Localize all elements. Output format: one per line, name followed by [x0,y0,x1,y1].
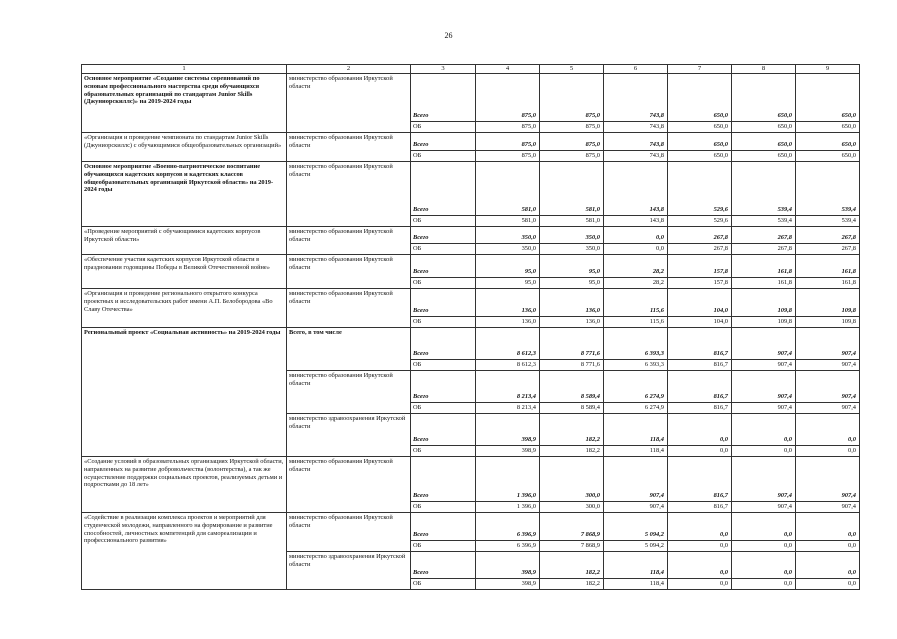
amount-cell: 143,8 [604,216,668,227]
amount-cell: 816,7 [668,371,732,403]
responsible-executor-cell: министерство здравоохранения Иркутской области [287,414,411,457]
amount-cell: 650,0 [796,133,860,151]
amount-cell: 95,0 [540,278,604,289]
amount-cell: 907,4 [796,457,860,502]
funding-source-cell: ОБ [411,122,476,133]
amount-cell: 143,8 [604,162,668,216]
funding-source-cell: Всего [411,414,476,446]
responsible-executor-cell: Всего, в том числе [287,328,411,371]
amount-cell: 8 612,3 [476,328,540,360]
amount-cell: 650,0 [732,133,796,151]
funding-source-cell: Всего [411,328,476,360]
event-name-cell: «Обеспечение участия кадетских корпусов Иркутской области в праздновании годовщины Победы в Великой Отечественной войне» [82,255,287,289]
responsible-executor-cell: министерство образования Иркутской области [287,162,411,227]
amount-cell: 0,0 [796,552,860,579]
amount-cell: 907,4 [604,502,668,513]
amount-cell: 816,7 [668,502,732,513]
amount-cell: 7 868,9 [540,513,604,541]
event-name-cell: «Содействие в реализации комплекса проектов и мероприятий для студенческой молодежи, направленного на формирование и развитие способностей, личностных компетенций для самореализации и профессионального развития» [82,513,287,590]
amount-cell: 28,2 [604,278,668,289]
amount-cell: 650,0 [732,74,796,122]
amount-cell: 182,2 [540,579,604,590]
amount-cell: 529,6 [668,216,732,227]
amount-cell: 539,4 [732,216,796,227]
responsible-executor-cell: министерство образования Иркутской области [287,227,411,255]
amount-cell: 907,4 [604,457,668,502]
table-row-total [82,255,860,278]
amount-cell: 907,4 [732,457,796,502]
amount-cell: 8 612,3 [476,360,540,371]
amount-cell: 743,8 [604,133,668,151]
amount-cell: 0,0 [604,244,668,255]
funding-source-cell: Всего [411,133,476,151]
amount-cell: 8 589,4 [540,403,604,414]
amount-cell: 161,8 [796,255,860,278]
amount-cell: 136,0 [476,317,540,328]
amount-cell: 118,4 [604,552,668,579]
amount-cell: 398,9 [476,552,540,579]
amount-cell: 816,7 [668,457,732,502]
amount-cell: 0,0 [796,579,860,590]
amount-cell: 875,0 [540,74,604,122]
amount-cell: 350,0 [476,244,540,255]
event-name-cell: «Организация и проведение чемпионата по стандартам Junior Skills (Джуниорскиллс) с обучающимися общеобразовательных организаций» [82,133,287,162]
amount-cell: 267,8 [796,244,860,255]
amount-cell: 300,0 [540,457,604,502]
amount-cell: 875,0 [476,122,540,133]
responsible-executor-cell: министерство образования Иркутской области [287,513,411,552]
amount-cell: 161,8 [732,278,796,289]
amount-cell: 650,0 [732,122,796,133]
column-number-header: 6 [604,65,668,74]
amount-cell: 8 771,6 [540,328,604,360]
funding-source-cell: ОБ [411,541,476,552]
table-row-total [82,227,860,244]
responsible-executor-cell: министерство образования Иркутской области [287,457,411,513]
funding-source-cell: Всего [411,513,476,541]
amount-cell: 136,0 [476,289,540,317]
amount-cell: 109,8 [796,289,860,317]
responsible-executor-cell: министерство образования Иркутской области [287,255,411,289]
funding-source-cell: ОБ [411,446,476,457]
amount-cell: 5 094,2 [604,513,668,541]
funding-source-cell: Всего [411,371,476,403]
table-row-total [82,328,860,360]
amount-cell: 875,0 [476,133,540,151]
amount-cell: 907,4 [796,328,860,360]
amount-cell: 0,0 [668,552,732,579]
amount-cell: 743,8 [604,74,668,122]
column-number-header: 7 [668,65,732,74]
amount-cell: 398,9 [476,579,540,590]
amount-cell: 0,0 [732,552,796,579]
amount-cell: 907,4 [732,328,796,360]
table-body [82,65,860,590]
column-number-header: 8 [732,65,796,74]
amount-cell: 28,2 [604,255,668,278]
amount-cell: 161,8 [732,255,796,278]
amount-cell: 650,0 [668,122,732,133]
responsible-executor-cell: министерство образования Иркутской области [287,371,411,414]
amount-cell: 182,2 [540,414,604,446]
amount-cell: 0,0 [668,541,732,552]
amount-cell: 907,4 [732,371,796,403]
amount-cell: 398,9 [476,414,540,446]
amount-cell: 0,0 [668,414,732,446]
amount-cell: 5 094,2 [604,541,668,552]
amount-cell: 816,7 [668,328,732,360]
funding-source-cell: ОБ [411,579,476,590]
funding-source-cell: ОБ [411,216,476,227]
amount-cell: 907,4 [796,403,860,414]
amount-cell: 875,0 [540,151,604,162]
amount-cell: 0,0 [732,541,796,552]
event-name-cell: «Проведение мероприятий с обучающимися кадетских корпусов Иркутской области» [82,227,287,255]
event-name-cell: Региональный проект «Социальная активность» на 2019-2024 годы [82,328,287,457]
amount-cell: 539,4 [732,162,796,216]
amount-cell: 7 868,9 [540,541,604,552]
table-row-total [82,457,860,502]
amount-cell: 8 213,4 [476,371,540,403]
event-name-cell: «Создание условий в образовательных организациях Иркутской области, направленных на развитие добровольчества (волонтерства), а так же осуществление поддержки социальных проектов, реализуемых детьми и подростками до 18 лет» [82,457,287,513]
amount-cell: 0,0 [732,513,796,541]
responsible-executor-cell: министерство образования Иркутской области [287,133,411,162]
funding-source-cell: ОБ [411,360,476,371]
amount-cell: 816,7 [668,403,732,414]
amount-cell: 115,6 [604,317,668,328]
amount-cell: 398,9 [476,446,540,457]
amount-cell: 182,2 [540,552,604,579]
amount-cell: 650,0 [796,151,860,162]
amount-cell: 0,0 [668,579,732,590]
amount-cell: 118,4 [604,446,668,457]
event-name-cell: «Организация и проведение регионального открытого конкурса проектных и исследовательских работ имени А.П. Белобородова «Во Славу Отечества» [82,289,287,328]
amount-cell: 0,0 [668,446,732,457]
event-name-cell: Основное мероприятие «Военно-патриотическое воспитание обучающихся кадетских корпусов и кадетских классов общеобразовательных организаций Иркутской области» на 2019-2024 годы [82,162,287,227]
funding-source-cell: Всего [411,162,476,216]
amount-cell: 157,8 [668,278,732,289]
column-number-header: 3 [411,65,476,74]
amount-cell: 650,0 [668,151,732,162]
amount-cell: 875,0 [476,74,540,122]
amount-cell: 907,4 [796,360,860,371]
amount-cell: 104,0 [668,317,732,328]
amount-cell: 650,0 [796,122,860,133]
amount-cell: 743,8 [604,151,668,162]
amount-cell: 8 589,4 [540,371,604,403]
amount-cell: 0,0 [604,227,668,244]
funding-source-cell: ОБ [411,151,476,162]
funding-source-cell: Всего [411,289,476,317]
amount-cell: 743,8 [604,122,668,133]
amount-cell: 6 393,3 [604,360,668,371]
funding-source-cell: ОБ [411,244,476,255]
amount-cell: 136,0 [540,289,604,317]
amount-cell: 118,4 [604,579,668,590]
amount-cell: 267,8 [668,244,732,255]
funding-source-cell: Всего [411,227,476,244]
amount-cell: 1 396,0 [476,457,540,502]
amount-cell: 907,4 [732,502,796,513]
column-number-header: 9 [796,65,860,74]
amount-cell: 267,8 [796,227,860,244]
amount-cell: 157,8 [668,255,732,278]
budget-table [81,64,860,590]
funding-source-cell: ОБ [411,502,476,513]
table-row-total [82,74,860,122]
funding-source-cell: ОБ [411,403,476,414]
amount-cell: 267,8 [732,244,796,255]
column-number-header: 4 [476,65,540,74]
amount-cell: 6 396,9 [476,541,540,552]
amount-cell: 650,0 [796,74,860,122]
amount-cell: 0,0 [732,579,796,590]
amount-cell: 650,0 [668,74,732,122]
amount-cell: 0,0 [732,446,796,457]
funding-source-cell: Всего [411,457,476,502]
amount-cell: 8 771,6 [540,360,604,371]
amount-cell: 6 396,9 [476,513,540,541]
table-row-total [82,133,860,151]
amount-cell: 907,4 [732,403,796,414]
amount-cell: 0,0 [796,513,860,541]
funding-source-cell: Всего [411,255,476,278]
page-number: 26 [444,31,453,40]
amount-cell: 115,6 [604,289,668,317]
amount-cell: 95,0 [476,255,540,278]
header-row [82,65,860,74]
table-row-total [82,162,860,216]
table-row-total [82,289,860,317]
amount-cell: 0,0 [796,414,860,446]
amount-cell: 8 213,4 [476,403,540,414]
amount-cell: 182,2 [540,446,604,457]
amount-cell: 539,4 [796,216,860,227]
funding-source-cell: ОБ [411,278,476,289]
amount-cell: 6 274,9 [604,403,668,414]
amount-cell: 0,0 [796,446,860,457]
funding-source-cell: Всего [411,552,476,579]
amount-cell: 907,4 [796,502,860,513]
amount-cell: 581,0 [540,216,604,227]
column-number-header: 5 [540,65,604,74]
amount-cell: 0,0 [668,513,732,541]
amount-cell: 109,8 [796,317,860,328]
funding-source-cell: Всего [411,74,476,122]
amount-cell: 267,8 [732,227,796,244]
amount-cell: 907,4 [732,360,796,371]
amount-cell: 136,0 [540,317,604,328]
amount-cell: 581,0 [476,162,540,216]
amount-cell: 300,0 [540,502,604,513]
amount-cell: 816,7 [668,360,732,371]
amount-cell: 104,0 [668,289,732,317]
amount-cell: 0,0 [732,414,796,446]
column-number-header: 2 [287,65,411,74]
amount-cell: 907,4 [796,371,860,403]
amount-cell: 529,6 [668,162,732,216]
responsible-executor-cell: министерство здравоохранения Иркутской области [287,552,411,590]
amount-cell: 539,4 [796,162,860,216]
amount-cell: 650,0 [668,133,732,151]
event-name-cell: Основное мероприятие «Создание системы соревнований по основам профессионального мастерства среди обучающихся образовательных организаций по стандартам Junior Skills (Джуниорскиллс)» на 2019-2024 годы [82,74,287,133]
column-number-header: 1 [82,65,287,74]
amount-cell: 109,8 [732,317,796,328]
amount-cell: 118,4 [604,414,668,446]
amount-cell: 95,0 [540,255,604,278]
amount-cell: 6 393,3 [604,328,668,360]
amount-cell: 267,8 [668,227,732,244]
amount-cell: 95,0 [476,278,540,289]
amount-cell: 1 396,0 [476,502,540,513]
amount-cell: 875,0 [540,122,604,133]
amount-cell: 350,0 [540,227,604,244]
amount-cell: 581,0 [476,216,540,227]
amount-cell: 650,0 [732,151,796,162]
amount-cell: 0,0 [796,541,860,552]
amount-cell: 350,0 [476,227,540,244]
amount-cell: 6 274,9 [604,371,668,403]
amount-cell: 350,0 [540,244,604,255]
amount-cell: 875,0 [476,151,540,162]
amount-cell: 109,8 [732,289,796,317]
amount-cell: 161,8 [796,278,860,289]
amount-cell: 875,0 [540,133,604,151]
responsible-executor-cell: министерство образования Иркутской области [287,289,411,328]
responsible-executor-cell: министерство образования Иркутской области [287,74,411,133]
amount-cell: 581,0 [540,162,604,216]
funding-source-cell: ОБ [411,317,476,328]
table-row-total [82,513,860,541]
